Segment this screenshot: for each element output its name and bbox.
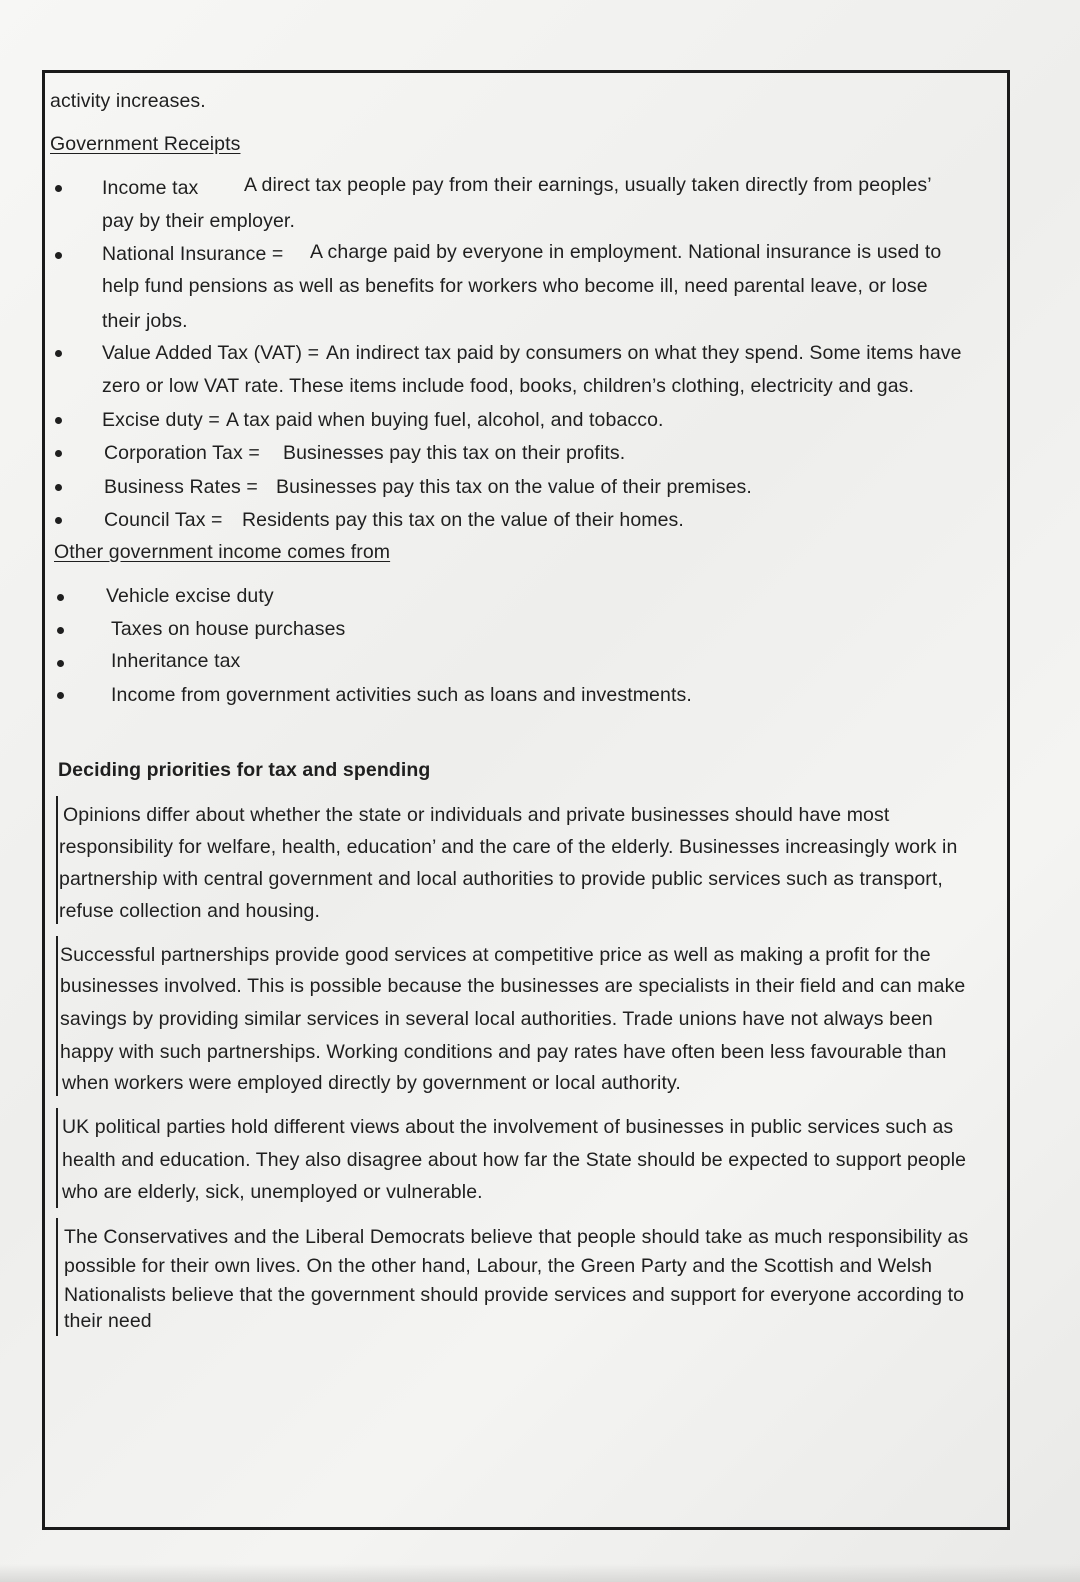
other-income-item: Inheritance tax — [111, 650, 241, 672]
receipt-term: Value Added Tax (VAT) = — [102, 342, 320, 364]
receipt-desc-line: Residents pay this tax on the value of their homes. — [242, 509, 684, 531]
paragraph-line: savings by providing similar services in several local authorities. Trade unions have not always been — [60, 1008, 933, 1030]
paragraph-line: Opinions differ about whether the state or individuals and private businesses should have most — [63, 804, 890, 826]
intro-fragment: activity increases. — [50, 90, 206, 112]
bullet-icon — [55, 517, 62, 524]
bullet-icon — [57, 627, 64, 634]
other-income-item: Taxes on house purchases — [111, 618, 346, 640]
paragraph-line: happy with such partnerships. Working conditions and pay rates have often been less favourable than — [60, 1041, 947, 1063]
paragraph-rule — [56, 936, 58, 1096]
bullet-icon — [55, 252, 62, 259]
other-income-item: Vehicle excise duty — [106, 585, 274, 607]
paragraph-line: health and education. They also disagree about how far the State should be expected to support people — [62, 1149, 967, 1171]
bullet-icon — [55, 417, 62, 424]
receipt-term: Income tax — [102, 177, 199, 199]
paragraph-line: The Conservatives and the Liberal Democrats believe that people should take as much responsibility as — [64, 1226, 969, 1248]
receipt-term: Business Rates = — [104, 476, 258, 498]
page-shadow — [0, 1564, 1080, 1582]
paragraph-line: their need — [64, 1310, 152, 1332]
receipt-desc-line: zero or low VAT rate. These items include food, books, children’s clothing, electricity and gas. — [102, 375, 915, 397]
bullet-icon — [57, 594, 64, 601]
paragraph-line: refuse collection and housing. — [59, 900, 321, 922]
government-receipts-heading: Government Receipts — [50, 133, 241, 155]
paragraph-rule — [56, 796, 58, 924]
receipt-desc-line: Businesses pay this tax on the value of their premises. — [276, 476, 752, 498]
receipt-term: Excise duty = — [102, 409, 220, 431]
receipt-desc-line: A tax paid when buying fuel, alcohol, and tobacco. — [226, 409, 664, 431]
bullet-icon — [55, 350, 62, 357]
paragraph-line: possible for their own lives. On the other hand, Labour, the Green Party and the Scottish and Welsh — [64, 1255, 933, 1277]
receipt-desc-line: An indirect tax paid by consumers on what they spend. Some items have — [326, 342, 962, 364]
bullet-icon — [55, 484, 62, 491]
bullet-icon — [55, 450, 62, 457]
receipt-desc-line: help fund pensions as well as benefits for workers who become ill, need parental leave, or lose — [102, 275, 928, 297]
priorities-heading: Deciding priorities for tax and spending — [58, 759, 431, 781]
bullet-icon — [57, 660, 64, 667]
receipt-term: Corporation Tax = — [104, 442, 260, 464]
paragraph-rule — [56, 1108, 58, 1208]
bullet-icon — [57, 692, 64, 699]
receipt-desc-line: their jobs. — [102, 310, 188, 332]
receipt-desc-line: pay by their employer. — [102, 210, 295, 232]
paragraph-rule — [56, 1218, 58, 1336]
receipt-desc-line: Businesses pay this tax on their profits. — [283, 442, 626, 464]
bullet-icon — [55, 185, 62, 192]
paragraph-line: UK political parties hold different views about the involvement of businesses in public services such as — [62, 1116, 954, 1138]
paragraph-line: when workers were employed directly by government or local authority. — [62, 1072, 681, 1094]
receipt-term: National Insurance = — [102, 243, 284, 265]
other-income-item: Income from government activities such as loans and investments. — [111, 684, 692, 706]
other-income-heading: Other government income comes from — [54, 541, 391, 563]
receipt-desc-line: A charge paid by everyone in employment. National insurance is used to — [310, 241, 942, 263]
receipt-term: Council Tax = — [104, 509, 223, 531]
paragraph-line: Nationalists believe that the government should provide services and support for everyone according to — [64, 1284, 965, 1306]
paragraph-line: responsibility for welfare, health, education’ and the care of the elderly. Businesses increasingly work in — [59, 836, 958, 858]
paragraph-line: Successful partnerships provide good services at competitive price as well as making a profit for the — [60, 944, 931, 966]
receipt-desc-line: A direct tax people pay from their earnings, usually taken directly from peoples’ — [244, 174, 932, 196]
paragraph-line: businesses involved. This is possible because the businesses are specialists in their field and can make — [60, 975, 966, 997]
paragraph-line: partnership with central government and local authorities to provide public services such as transport, — [59, 868, 943, 890]
paragraph-line: who are elderly, sick, unemployed or vulnerable. — [62, 1181, 483, 1203]
